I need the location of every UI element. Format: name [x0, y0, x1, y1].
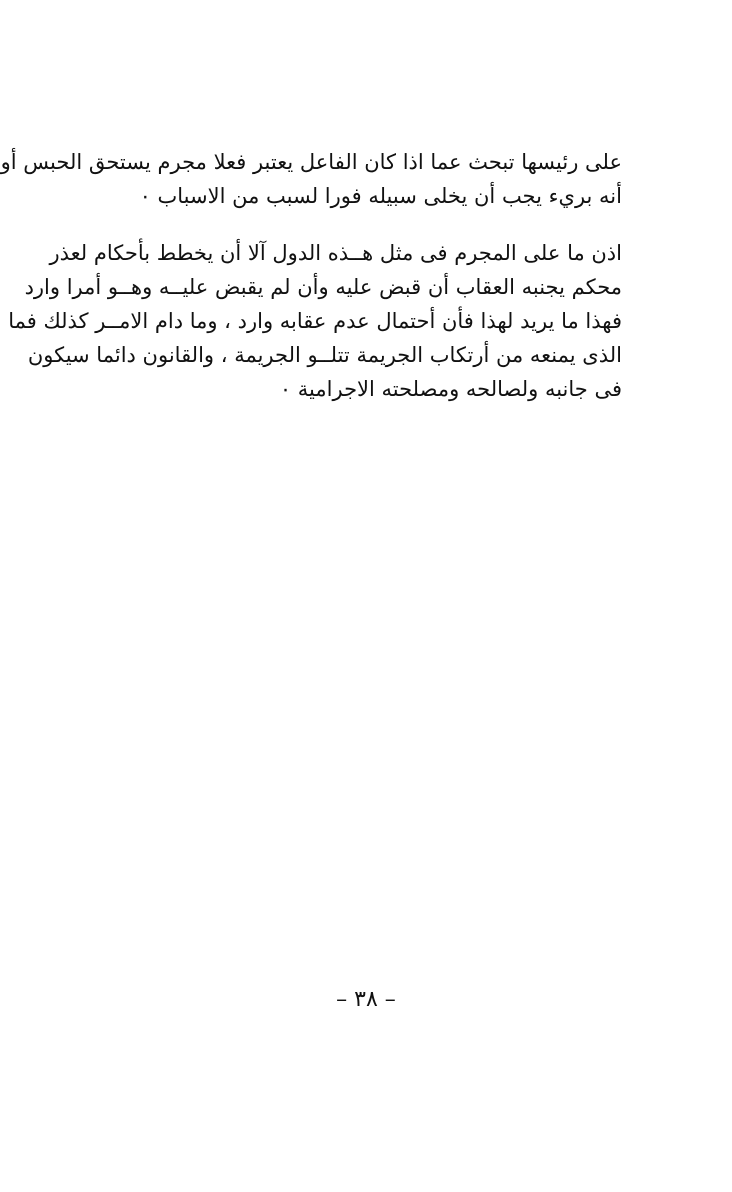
paragraph-1-line-1: على رئيسها تبحث عما اذا كان الفاعل يعتبر فعلا مجرم يستحق الحبس أو: [0, 150, 622, 174]
paragraph-2-line-1: اذن ما على المجرم فى مثل هــذه الدول آلا أن يخطط بأحكام لعذر: [49, 241, 622, 265]
paragraph-1-line-2: أنه بريء يجب أن يخلى سبيله فورا لسبب من الاسباب ٠: [139, 184, 622, 208]
page-number: – ٣٨ –: [336, 987, 396, 1012]
paragraph-2-line-3: فهذا ما يريد لهذا فأن أحتمال عدم عقابه وارد ، وما دام الامــر كذلك فما: [8, 309, 622, 333]
paragraph-2: [8, 236, 622, 406]
paragraph-1: [0, 145, 622, 213]
paragraph-2-line-5: فى جانبه ولصالحه ومصلحته الاجرامية ٠: [279, 377, 622, 401]
paragraph-2-line-2: محكم يجنبه العقاب أن قبض عليه وأن لم يقبض عليــه وهــو أمرا وارد: [24, 275, 622, 299]
paragraph-2-line-4: الذى يمنعه من أرتكاب الجريمة تتلــو الجريمة ، والقانون دائما سيكون: [27, 343, 622, 367]
